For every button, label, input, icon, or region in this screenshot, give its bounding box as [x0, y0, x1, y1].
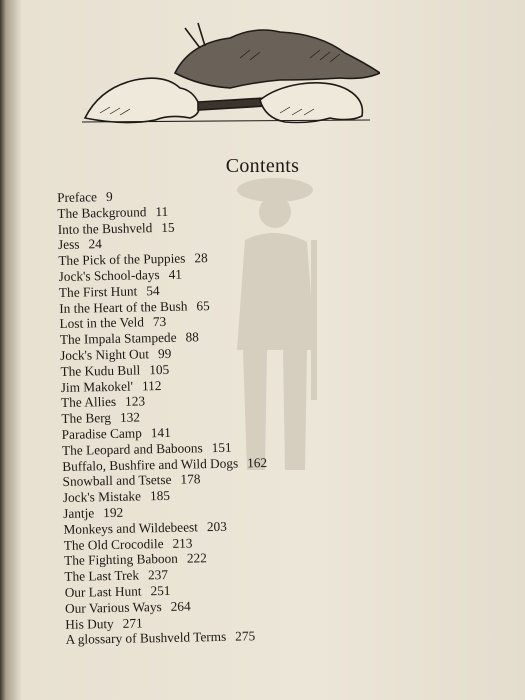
toc-entry-title: Jock's Night Out [60, 346, 150, 363]
toc-entry-title: The Impala Stampede [59, 329, 177, 348]
toc-entry-title: A glossary of Bushveld Terms [65, 629, 227, 648]
toc-entry-page: 271 [122, 614, 143, 631]
toc-entry-title: Lost in the Veld [59, 314, 145, 332]
toc-entry-title: The First Hunt [58, 283, 138, 300]
toc-entry-page: 112 [141, 377, 162, 393]
toc-entry-title: His Duty [65, 615, 114, 632]
toc-entry-title: Jess [57, 236, 80, 253]
toc-entry-title: The Kudu Bull [60, 362, 141, 379]
toc-entry-title: Preface [57, 189, 98, 205]
toc-entry-title: The Leopard and Baboons [61, 440, 203, 458]
toc-entry-title: Monkeys and Wildebeest [63, 519, 199, 537]
toc-entry-page: 132 [119, 409, 141, 425]
toc-entry-title: Jock's Mistake [62, 488, 142, 506]
toc-entry-title: The Pick of the Puppies [58, 250, 186, 269]
toc-entry-page: 185 [149, 488, 171, 504]
toc-entry-title: The Allies [60, 394, 117, 411]
toc-entry-title: Snowball and Tsetse [62, 472, 172, 490]
toc-entry-page: 141 [150, 424, 171, 441]
toc-entry-page: 73 [152, 314, 167, 330]
toc-entry-title: The Last Trek [64, 567, 140, 585]
toc-entry-page: 15 [161, 219, 175, 235]
toc-entry-page: 264 [170, 598, 191, 614]
toc-entry-page: 54 [146, 282, 160, 299]
toc-entry-title: Into the Bushveld [57, 219, 153, 237]
toc-entry-title: The Old Crocodile [63, 535, 164, 553]
toc-entry-page: 222 [186, 550, 207, 566]
toc-entry-title: Our Various Ways [64, 598, 162, 616]
toc-entry-page: 213 [172, 534, 193, 551]
toc-entry-title: The Background [57, 204, 147, 221]
toc-entry-page: 178 [180, 471, 201, 488]
toc-entry-title: In the Heart of the Bush [59, 298, 188, 316]
toc-entry-page: 28 [194, 250, 208, 266]
toc-entry-page: 192 [103, 504, 124, 521]
toc-entry-page: 237 [147, 567, 169, 583]
toc-entry-page: 251 [150, 582, 171, 599]
toc-entry-title: Jantje [63, 505, 95, 521]
table-of-contents [57, 186, 271, 648]
toc-entry-title: Jim Makokel' [60, 378, 134, 395]
toc-entry-page: 24 [88, 236, 102, 252]
toc-entry-title: Our Last Hunt [64, 583, 142, 600]
toc-entry-page: 123 [124, 393, 146, 410]
toc-entry-page: 41 [168, 266, 183, 282]
dogs-and-kudu-illustration [80, 18, 380, 133]
toc-entry-title: Paradise Camp [61, 425, 142, 442]
toc-entry-page: 11 [155, 203, 169, 219]
toc-entry-title: Buffalo, Bushfire and Wild Dogs [62, 455, 239, 474]
toc-entry-page: 275 [235, 628, 256, 644]
toc-entry-page: 99 [157, 345, 172, 362]
toc-entry-page: 65 [196, 297, 210, 313]
contents-heading: Contents [225, 155, 300, 177]
toc-entry-title: The Fighting Baboon [63, 551, 179, 569]
toc-entry-page: 88 [185, 329, 199, 345]
toc-entry-page: 151 [211, 439, 232, 455]
toc-entry-title: The Berg [61, 410, 112, 427]
toc-entry-page: 9 [105, 188, 113, 205]
toc-entry-page: 105 [149, 361, 170, 378]
toc-entry-page: 162 [247, 454, 268, 470]
toc-entry [65, 628, 270, 648]
toc-entry-page: 203 [206, 518, 227, 534]
toc-entry-title: Jock's School-days [58, 267, 160, 284]
